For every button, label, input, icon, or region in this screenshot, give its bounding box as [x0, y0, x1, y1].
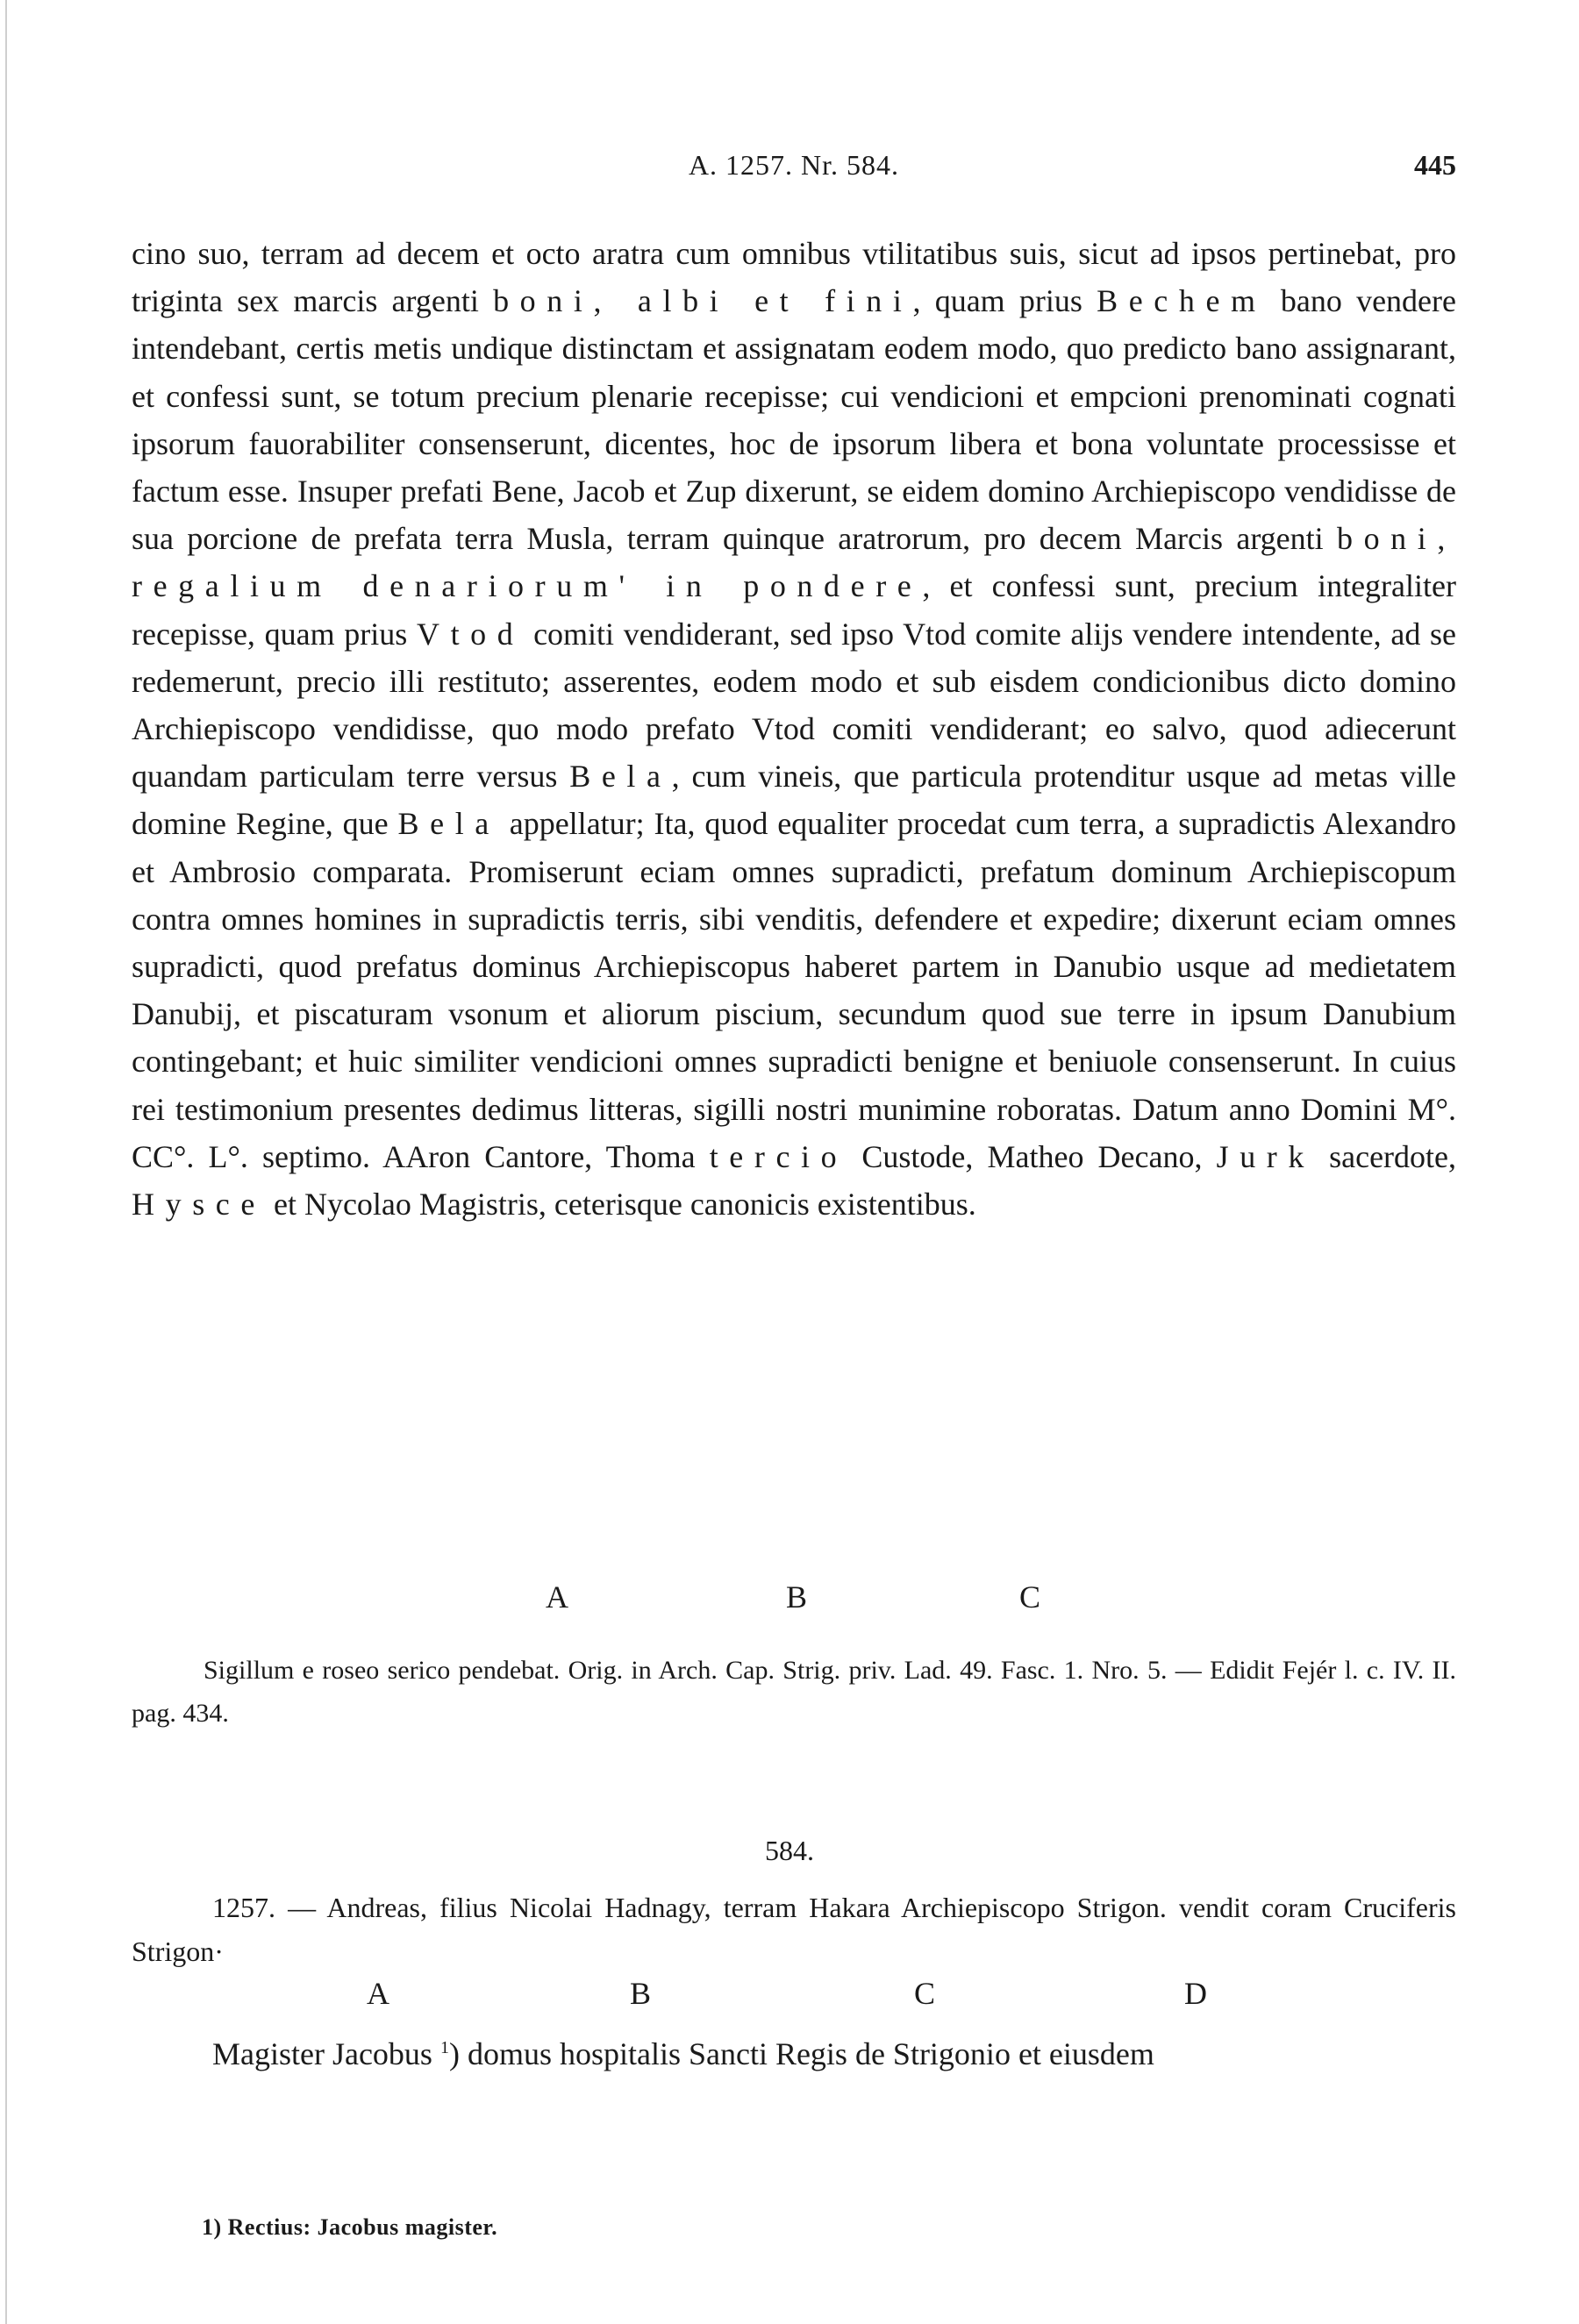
- seal-note-text: Sigillum e roseo serico pendebat. Orig. in Arch. Cap. Strig. priv. Lad. 49. Fasc. 1. Nro. 5. — Edidit Fejér l. c. IV. II. pag. 434.: [132, 1656, 1456, 1728]
- chirograph-letters-2: [0, 1975, 1579, 2019]
- regest: [132, 1886, 1456, 1973]
- seal-note: [132, 1649, 1456, 1735]
- footnote: 1) Rectius: Jacobus magister.: [202, 2214, 498, 2240]
- text-run: ) domus hospitalis Sancti Regis de Strigonio et eiusdem: [448, 2036, 1154, 2071]
- spaced-name: Hysce: [132, 1187, 266, 1223]
- spaced-text: tercio: [709, 1138, 848, 1174]
- text-run: appellatur; Ita, quod equaliter procedat cum terra, a supradictis Alexandro et Ambrosio comparata. Promiserunt eciam omnes supradicti, prefatum dominum Archiepiscopum contra omnes homines in supradictis terris, sibi venditis, defendere et expedire; dixerunt eciam omnes supradicti, quod prefatus dominus Archiepiscopus haberet partem in Danubio usque ad medietatem Danubij, et piscaturam vsonum et aliorum piscium, secundum quod sue terre in ipsum Danubium contingebant; et huic similiter vendicioni omnes supradicti benigne et beniuole consenserunt. In cuius rei testimonium presentes dedimus litteras, sigilli nostri munimine roboratas. Datum anno Domini M°. CC°. L°. septimo. AAron Cantore, Thoma: [132, 806, 1456, 1174]
- spaced-name: Jurk: [1216, 1138, 1315, 1174]
- text-run: comiti vendiderant, sed ipso Vtod comite alijs vendere intendente, ad se redemerunt, precio illi restituto; asserentes, eodem modo et sub eisdem condicionibus dicto domino Archiepiscopo vendidisse, quo modo prefato Vtod comiti vendiderant; eo salvo, quod adiecerunt quandam particulam terre versus: [132, 616, 1456, 795]
- document-number: 584.: [765, 1835, 814, 1866]
- text-run: Custode, Matheo Decano,: [847, 1138, 1217, 1174]
- charter-opening: [132, 2026, 1456, 2076]
- text-run: sacerdote,: [1315, 1138, 1457, 1174]
- regest-text: 1257. — Andreas, filius Nicolai Hadnagy, terram Hakara Archiepiscopo Strigon. vendit coram Cruciferis Strigon·: [132, 1892, 1456, 1967]
- spaced-name: Bechem: [1097, 283, 1267, 319]
- spaced-name: Bela: [569, 759, 672, 795]
- header-citation: A. 1257. Nr. 584.: [688, 149, 900, 181]
- text-run: cino suo, terram ad decem et octo aratra cum omnibus vtilitatibus suis, sicut ad ipsos pertinebat, pro triginta sex marcis argenti: [132, 236, 1456, 319]
- chirograph-letter-c: C: [1019, 1579, 1041, 1615]
- text-run: , quam prius: [912, 283, 1097, 319]
- chirograph-letter-a: A: [546, 1579, 568, 1615]
- chirograph-letter-d: D: [1184, 1976, 1207, 2011]
- chirograph-letter-c: C: [914, 1976, 936, 2011]
- chirograph-letters: [0, 1579, 1579, 1622]
- chirograph-letter-b: B: [786, 1579, 808, 1615]
- spaced-text: boni, regalium denariorum' in pondere: [132, 521, 1456, 604]
- running-header: [132, 149, 1456, 193]
- text-run: et Nycolao Magistris, ceterisque canonicis existentibus.: [265, 1187, 976, 1223]
- text-run: , cum vineis, que particula protenditur usque ad metas ville domine Regine, que: [132, 759, 1457, 842]
- chirograph-letter-b: B: [630, 1976, 652, 2011]
- text-run: Magister Jacobus: [212, 2036, 440, 2071]
- charter-text: [132, 230, 1456, 1228]
- footnote-marker: 1: [439, 2038, 449, 2057]
- page-number: 445: [1414, 149, 1456, 181]
- spaced-name: Vtod: [416, 616, 525, 652]
- spaced-name: Bela: [397, 806, 500, 842]
- text-run: , et confessi sunt, precium integraliter recepisse, quam prius: [132, 568, 1456, 652]
- text-run: bano vendere intendebant, certis metis undique distinctam et assignatam eodem modo, quo predicto bano assignarant, et confessi sunt, se totum precium plenarie recepisse; cui vendicioni et empcioni prenominati cognati ipsorum fauorabiliter consenserunt, dicentes, hoc de ipsorum libera et bona voluntate processisse et factum esse. Insuper prefati Bene, Jacob et Zup dixerunt, se eidem domino Archiepiscopo vendidisse de sua porcione de prefata terra Musla, terram quinque aratrorum, pro decem Marcis argenti: [132, 283, 1456, 557]
- chirograph-letter-a: A: [367, 1976, 389, 2011]
- spaced-text: boni, albi et fini: [493, 283, 913, 319]
